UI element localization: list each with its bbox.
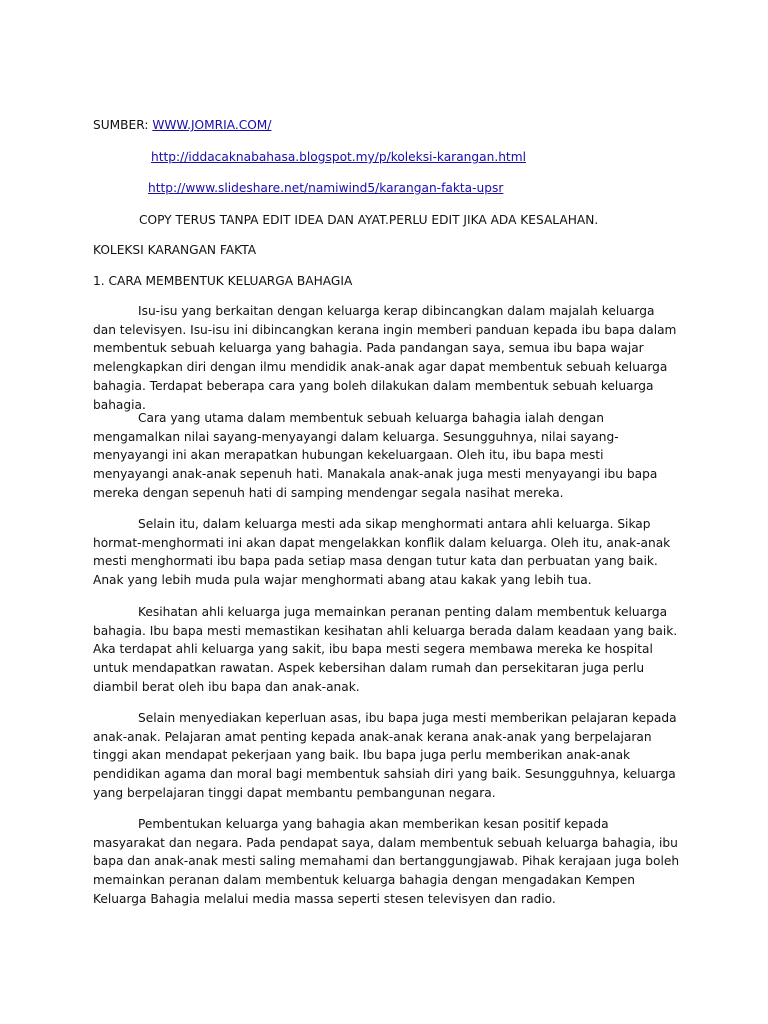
paragraph-text: Pembentukan keluarga yang bahagia akan memberikan kesan positif kepada masyarakat dan negara. Pada pendapat saya, dalam membentuk sebuah keluarga bahagia, ibu bapa dan anak-anak mesti saling memahami dan bertanggungjawab. Pihak kerajaan juga boleh memainkan peranan dalam membentuk keluarga bahagia dengan mengadakan Kempen Keluarga Bahagia melalui media massa seperti stesen televisyen dan radio. — [93, 817, 680, 906]
collection-title: KOLEKSI KARANGAN FAKTA — [93, 243, 257, 257]
reference-link-1[interactable]: http://iddacaknabahasa.blogspot.my/p/koleksi-karangan.html — [151, 150, 526, 164]
paragraph — [93, 515, 681, 590]
copy-notice: COPY TERUS TANPA EDIT IDEA DAN AYAT.PERLU EDIT JIKA ADA KESALAHAN. — [139, 213, 599, 227]
paragraph-text: Kesihatan ahli keluarga juga memainkan peranan penting dalam membentuk keluarga bahagia. Ibu bapa mesti memastikan kesihatan ahli keluarga berada dalam keadaan yang baik. Aka terdapat ahli keluarga yang sakit, ibu bapa mesti segera membawa mereka ke hospital untuk mendapatkan rawatan. Aspek kebersihan dalam rumah dan persekitaran juga perlu diambil berat oleh ibu bapa dan anak-anak. — [93, 605, 678, 694]
paragraph-text: Selain menyediakan keperluan asas, ibu bapa juga mesti memberikan pelajaran kepada anak-anak. Pelajaran amat penting kepada anak-anak kerana anak-anak yang berpelajaran tinggi akan mendapat pekerjaan yang baik. Ibu bapa juga perlu memberikan anak-anak pendidikan agama dan moral bagi membentuk sahsiah diri yang baik. Sesungguhnya, keluarga yang berpelajaran tinggi dapat membantu pembangunan negara. — [93, 711, 677, 800]
essay-title: 1. CARA MEMBENTUK KELUARGA BAHAGIA — [93, 274, 353, 288]
paragraph-text: Cara yang utama dalam membentuk sebuah keluarga bahagia ialah dengan mengamalkan nilai sayang-menyayangi dalam keluarga. Sesungguhnya, nilai sayang-menyayangi ini akan merapatkan hubungan kekeluargaan. Oleh itu, ibu bapa mesti menyayangi anak-anak sepenuh hati. Manakala anak-anak juga mesti menyayangi ibu bapa mereka dengan sepenuh hati di samping mendengar segala nasihat mereka. — [93, 411, 658, 500]
paragraph — [93, 409, 681, 503]
paragraph — [93, 815, 681, 909]
paragraph — [93, 709, 681, 803]
paragraph-text: Isu-isu yang berkaitan dengan keluarga kerap dibincangkan dalam majalah keluarga dan televisyen. Isu-isu ini dibincangkan kerana ingin memberi panduan kepada ibu bapa dalam membentuk sebuah keluarga yang bahagia. Pada pandangan saya, semua ibu bapa wajar melengkapkan diri dengan ilmu mendidik anak-anak agar dapat membentuk sebuah keluarga bahagia. Terdapat beberapa cara yang boleh dilakukan dalam membentuk sebuah keluarga bahagia. — [93, 304, 677, 412]
source-label: SUMBER: — [93, 118, 149, 132]
source-line — [93, 116, 271, 135]
paragraph — [93, 302, 681, 414]
reference-link-2[interactable]: http://www.slideshare.net/namiwind5/karangan-fakta-upsr — [148, 181, 504, 195]
paragraph-text: Selain itu, dalam keluarga mesti ada sikap menghormati antara ahli keluarga. Sikap hormat-menghormati ini akan dapat mengelakkan konflik dalam keluarga. Oleh itu, anak-anak mesti menghormati ibu bapa pada setiap masa dengan tutur kata dan perbuatan yang baik. Anak yang lebih muda pula wajar menghormati abang atau kakak yang lebih tua. — [93, 517, 671, 588]
source-link[interactable]: WWW.JOMRIA.COM/ — [152, 118, 272, 132]
paragraph — [93, 603, 681, 697]
